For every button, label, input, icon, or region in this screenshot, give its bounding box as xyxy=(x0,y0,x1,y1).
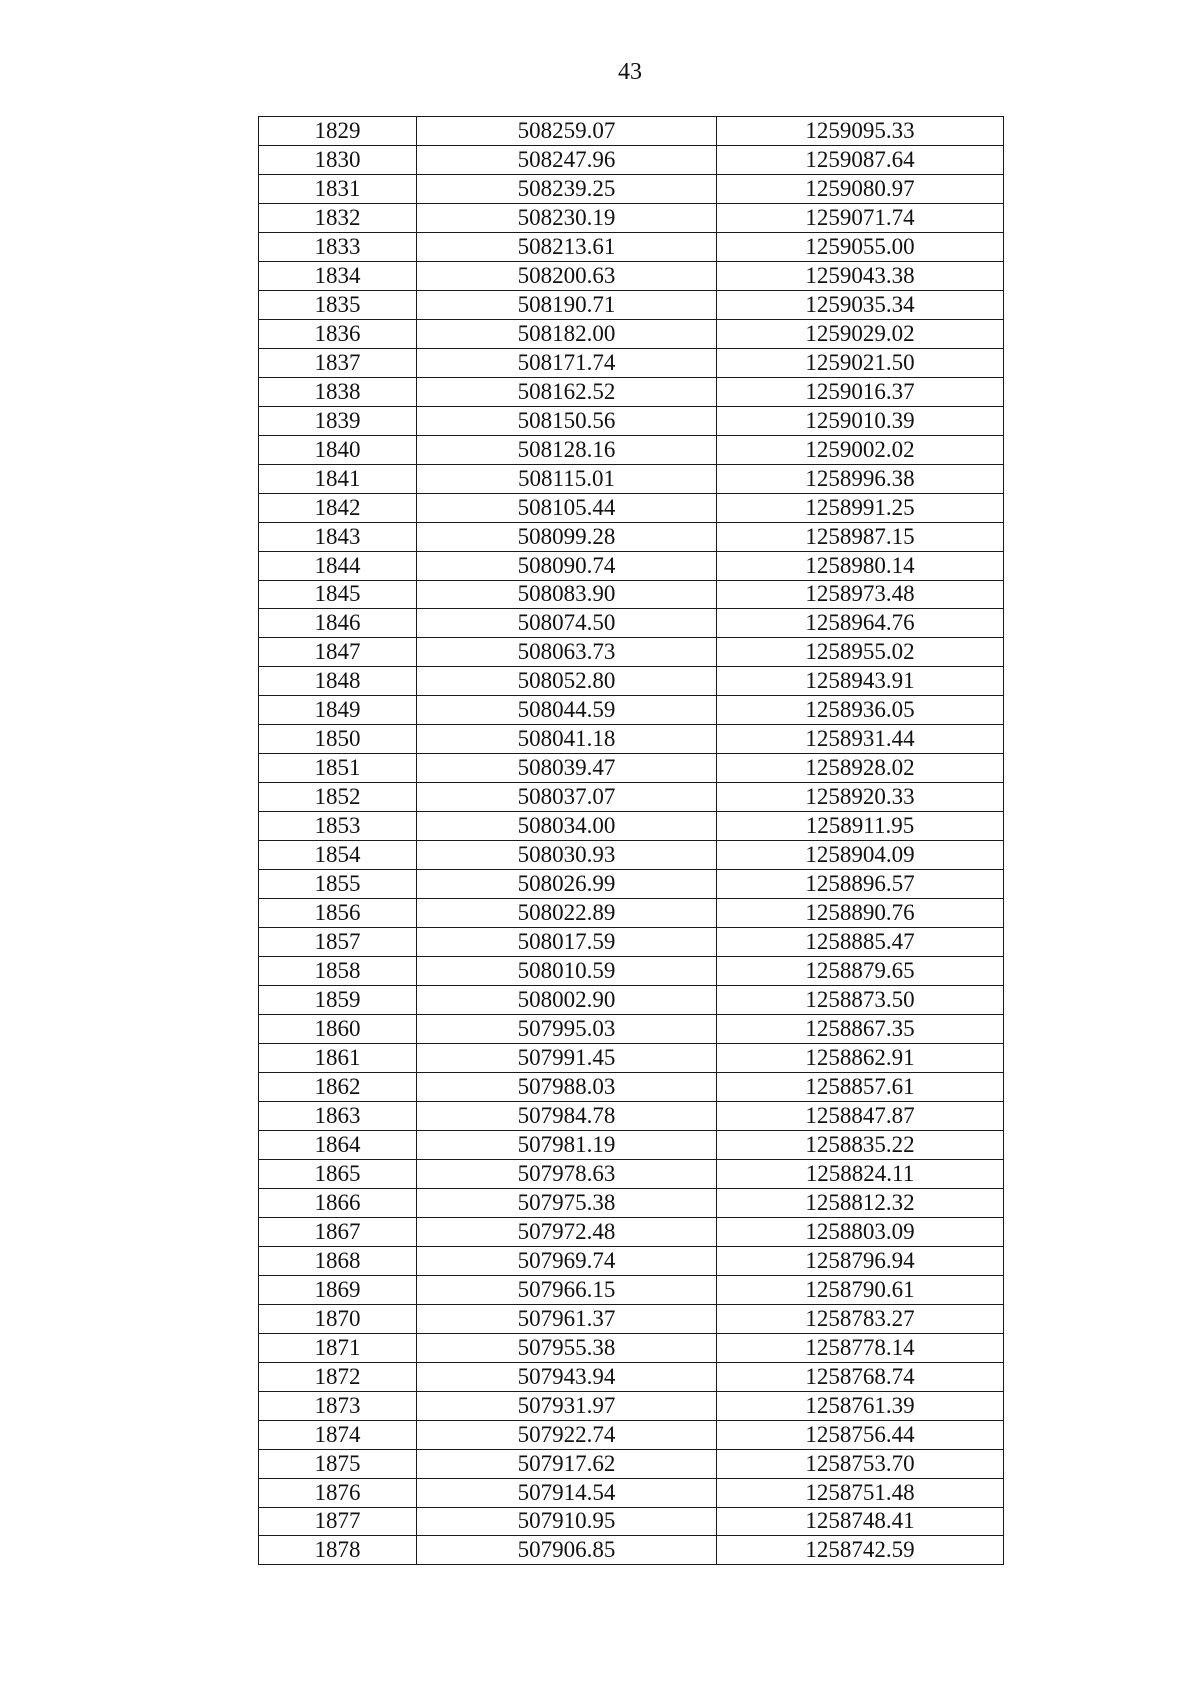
table-row xyxy=(259,117,1004,146)
point-number-cell: 1846 xyxy=(259,609,417,638)
x-coordinate-cell: 507943.94 xyxy=(417,1362,717,1391)
point-number-cell: 1838 xyxy=(259,377,417,406)
point-number-cell: 1870 xyxy=(259,1304,417,1333)
table-row xyxy=(259,348,1004,377)
point-number-cell: 1841 xyxy=(259,464,417,493)
table-row xyxy=(259,1101,1004,1130)
x-coordinate-cell: 508247.96 xyxy=(417,145,717,174)
point-number-cell: 1871 xyxy=(259,1333,417,1362)
y-coordinate-cell: 1258896.57 xyxy=(717,870,1004,899)
table-row xyxy=(259,783,1004,812)
table-body xyxy=(259,117,1004,1565)
point-number-cell: 1874 xyxy=(259,1420,417,1449)
x-coordinate-cell: 507991.45 xyxy=(417,1044,717,1073)
y-coordinate-cell: 1259021.50 xyxy=(717,348,1004,377)
point-number-cell: 1854 xyxy=(259,841,417,870)
y-coordinate-cell: 1259080.97 xyxy=(717,174,1004,203)
table-row xyxy=(259,580,1004,609)
x-coordinate-cell: 508083.90 xyxy=(417,580,717,609)
table-row xyxy=(259,1275,1004,1304)
y-coordinate-cell: 1258931.44 xyxy=(717,725,1004,754)
point-number-cell: 1864 xyxy=(259,1130,417,1159)
y-coordinate-cell: 1258928.02 xyxy=(717,754,1004,783)
x-coordinate-cell: 507969.74 xyxy=(417,1246,717,1275)
point-number-cell: 1836 xyxy=(259,319,417,348)
y-coordinate-cell: 1258862.91 xyxy=(717,1044,1004,1073)
table-row xyxy=(259,1217,1004,1246)
point-number-cell: 1845 xyxy=(259,580,417,609)
table-row xyxy=(259,522,1004,551)
x-coordinate-cell: 508022.89 xyxy=(417,899,717,928)
point-number-cell: 1857 xyxy=(259,928,417,957)
table-row xyxy=(259,261,1004,290)
point-number-cell: 1833 xyxy=(259,232,417,261)
x-coordinate-cell: 507978.63 xyxy=(417,1159,717,1188)
y-coordinate-cell: 1259010.39 xyxy=(717,406,1004,435)
table-row xyxy=(259,174,1004,203)
table-row xyxy=(259,1507,1004,1536)
x-coordinate-cell: 507961.37 xyxy=(417,1304,717,1333)
table-row xyxy=(259,812,1004,841)
y-coordinate-cell: 1259071.74 xyxy=(717,203,1004,232)
table-row xyxy=(259,493,1004,522)
table-row xyxy=(259,232,1004,261)
y-coordinate-cell: 1258991.25 xyxy=(717,493,1004,522)
point-number-cell: 1831 xyxy=(259,174,417,203)
table-row xyxy=(259,957,1004,986)
y-coordinate-cell: 1258751.48 xyxy=(717,1478,1004,1507)
y-coordinate-cell: 1258790.61 xyxy=(717,1275,1004,1304)
table-row xyxy=(259,464,1004,493)
x-coordinate-cell: 507981.19 xyxy=(417,1130,717,1159)
y-coordinate-cell: 1258873.50 xyxy=(717,986,1004,1015)
y-coordinate-cell: 1258778.14 xyxy=(717,1333,1004,1362)
point-number-cell: 1834 xyxy=(259,261,417,290)
y-coordinate-cell: 1258885.47 xyxy=(717,928,1004,957)
x-coordinate-cell: 508063.73 xyxy=(417,638,717,667)
y-coordinate-cell: 1258783.27 xyxy=(717,1304,1004,1333)
table-row xyxy=(259,1420,1004,1449)
point-number-cell: 1861 xyxy=(259,1044,417,1073)
x-coordinate-cell: 508115.01 xyxy=(417,464,717,493)
x-coordinate-cell: 508259.07 xyxy=(417,117,717,146)
x-coordinate-cell: 508026.99 xyxy=(417,870,717,899)
y-coordinate-cell: 1258748.41 xyxy=(717,1507,1004,1536)
y-coordinate-cell: 1258812.32 xyxy=(717,1188,1004,1217)
x-coordinate-cell: 508200.63 xyxy=(417,261,717,290)
table-row xyxy=(259,406,1004,435)
y-coordinate-cell: 1259087.64 xyxy=(717,145,1004,174)
y-coordinate-cell: 1258936.05 xyxy=(717,696,1004,725)
y-coordinate-cell: 1258761.39 xyxy=(717,1391,1004,1420)
point-number-cell: 1873 xyxy=(259,1391,417,1420)
x-coordinate-cell: 507988.03 xyxy=(417,1072,717,1101)
point-number-cell: 1842 xyxy=(259,493,417,522)
point-number-cell: 1855 xyxy=(259,870,417,899)
x-coordinate-cell: 508182.00 xyxy=(417,319,717,348)
table-row xyxy=(259,870,1004,899)
point-number-cell: 1843 xyxy=(259,522,417,551)
x-coordinate-cell: 508074.50 xyxy=(417,609,717,638)
y-coordinate-cell: 1258824.11 xyxy=(717,1159,1004,1188)
point-number-cell: 1853 xyxy=(259,812,417,841)
y-coordinate-cell: 1259035.34 xyxy=(717,290,1004,319)
table-row xyxy=(259,1536,1004,1565)
y-coordinate-cell: 1258796.94 xyxy=(717,1246,1004,1275)
point-number-cell: 1878 xyxy=(259,1536,417,1565)
x-coordinate-cell: 507966.15 xyxy=(417,1275,717,1304)
y-coordinate-cell: 1258768.74 xyxy=(717,1362,1004,1391)
point-number-cell: 1862 xyxy=(259,1072,417,1101)
y-coordinate-cell: 1258890.76 xyxy=(717,899,1004,928)
y-coordinate-cell: 1258857.61 xyxy=(717,1072,1004,1101)
point-number-cell: 1832 xyxy=(259,203,417,232)
point-number-cell: 1872 xyxy=(259,1362,417,1391)
table-row xyxy=(259,638,1004,667)
point-number-cell: 1876 xyxy=(259,1478,417,1507)
x-coordinate-cell: 508030.93 xyxy=(417,841,717,870)
point-number-cell: 1868 xyxy=(259,1246,417,1275)
x-coordinate-cell: 508017.59 xyxy=(417,928,717,957)
y-coordinate-cell: 1259002.02 xyxy=(717,435,1004,464)
point-number-cell: 1849 xyxy=(259,696,417,725)
table-row xyxy=(259,203,1004,232)
point-number-cell: 1867 xyxy=(259,1217,417,1246)
x-coordinate-cell: 508150.56 xyxy=(417,406,717,435)
point-number-cell: 1860 xyxy=(259,1015,417,1044)
y-coordinate-cell: 1258879.65 xyxy=(717,957,1004,986)
x-coordinate-cell: 508105.44 xyxy=(417,493,717,522)
table-row xyxy=(259,1188,1004,1217)
x-coordinate-cell: 508239.25 xyxy=(417,174,717,203)
table-row xyxy=(259,667,1004,696)
table-row xyxy=(259,377,1004,406)
coordinate-table xyxy=(258,116,1004,1565)
x-coordinate-cell: 507910.95 xyxy=(417,1507,717,1536)
x-coordinate-cell: 508052.80 xyxy=(417,667,717,696)
y-coordinate-cell: 1259095.33 xyxy=(717,117,1004,146)
y-coordinate-cell: 1258756.44 xyxy=(717,1420,1004,1449)
point-number-cell: 1865 xyxy=(259,1159,417,1188)
point-number-cell: 1858 xyxy=(259,957,417,986)
table-row xyxy=(259,609,1004,638)
table-row xyxy=(259,986,1004,1015)
x-coordinate-cell: 507914.54 xyxy=(417,1478,717,1507)
x-coordinate-cell: 508162.52 xyxy=(417,377,717,406)
x-coordinate-cell: 507922.74 xyxy=(417,1420,717,1449)
x-coordinate-cell: 508034.00 xyxy=(417,812,717,841)
y-coordinate-cell: 1258911.95 xyxy=(717,812,1004,841)
table-row xyxy=(259,1130,1004,1159)
y-coordinate-cell: 1258973.48 xyxy=(717,580,1004,609)
y-coordinate-cell: 1258847.87 xyxy=(717,1101,1004,1130)
x-coordinate-cell: 507906.85 xyxy=(417,1536,717,1565)
point-number-cell: 1850 xyxy=(259,725,417,754)
point-number-cell: 1866 xyxy=(259,1188,417,1217)
table-row xyxy=(259,1333,1004,1362)
y-coordinate-cell: 1258753.70 xyxy=(717,1449,1004,1478)
table-row xyxy=(259,319,1004,348)
y-coordinate-cell: 1258835.22 xyxy=(717,1130,1004,1159)
point-number-cell: 1859 xyxy=(259,986,417,1015)
y-coordinate-cell: 1259043.38 xyxy=(717,261,1004,290)
y-coordinate-cell: 1258943.91 xyxy=(717,667,1004,696)
y-coordinate-cell: 1259055.00 xyxy=(717,232,1004,261)
x-coordinate-cell: 508039.47 xyxy=(417,754,717,783)
point-number-cell: 1837 xyxy=(259,348,417,377)
x-coordinate-cell: 508171.74 xyxy=(417,348,717,377)
table-row xyxy=(259,1246,1004,1275)
point-number-cell: 1840 xyxy=(259,435,417,464)
point-number-cell: 1875 xyxy=(259,1449,417,1478)
x-coordinate-cell: 508044.59 xyxy=(417,696,717,725)
table-row xyxy=(259,1449,1004,1478)
y-coordinate-cell: 1259016.37 xyxy=(717,377,1004,406)
x-coordinate-cell: 508128.16 xyxy=(417,435,717,464)
x-coordinate-cell: 507972.48 xyxy=(417,1217,717,1246)
point-number-cell: 1839 xyxy=(259,406,417,435)
table-row xyxy=(259,1015,1004,1044)
table-row xyxy=(259,1391,1004,1420)
point-number-cell: 1829 xyxy=(259,117,417,146)
y-coordinate-cell: 1258742.59 xyxy=(717,1536,1004,1565)
x-coordinate-cell: 507931.97 xyxy=(417,1391,717,1420)
table-row xyxy=(259,551,1004,580)
y-coordinate-cell: 1259029.02 xyxy=(717,319,1004,348)
y-coordinate-cell: 1258920.33 xyxy=(717,783,1004,812)
y-coordinate-cell: 1258904.09 xyxy=(717,841,1004,870)
point-number-cell: 1877 xyxy=(259,1507,417,1536)
point-number-cell: 1848 xyxy=(259,667,417,696)
point-number-cell: 1851 xyxy=(259,754,417,783)
page-number: 43 xyxy=(618,59,642,85)
table-row xyxy=(259,1478,1004,1507)
y-coordinate-cell: 1258803.09 xyxy=(717,1217,1004,1246)
point-number-cell: 1852 xyxy=(259,783,417,812)
table-row xyxy=(259,1304,1004,1333)
table-row xyxy=(259,1159,1004,1188)
point-number-cell: 1869 xyxy=(259,1275,417,1304)
table-row xyxy=(259,1072,1004,1101)
point-number-cell: 1844 xyxy=(259,551,417,580)
point-number-cell: 1830 xyxy=(259,145,417,174)
y-coordinate-cell: 1258955.02 xyxy=(717,638,1004,667)
y-coordinate-cell: 1258867.35 xyxy=(717,1015,1004,1044)
table-row xyxy=(259,1362,1004,1391)
table-row xyxy=(259,696,1004,725)
x-coordinate-cell: 507917.62 xyxy=(417,1449,717,1478)
y-coordinate-cell: 1258980.14 xyxy=(717,551,1004,580)
table-row xyxy=(259,435,1004,464)
x-coordinate-cell: 508041.18 xyxy=(417,725,717,754)
table-row xyxy=(259,290,1004,319)
point-number-cell: 1847 xyxy=(259,638,417,667)
point-number-cell: 1856 xyxy=(259,899,417,928)
x-coordinate-cell: 508099.28 xyxy=(417,522,717,551)
y-coordinate-cell: 1258987.15 xyxy=(717,522,1004,551)
y-coordinate-cell: 1258996.38 xyxy=(717,464,1004,493)
table-row xyxy=(259,1044,1004,1073)
x-coordinate-cell: 508230.19 xyxy=(417,203,717,232)
point-number-cell: 1835 xyxy=(259,290,417,319)
x-coordinate-cell: 507995.03 xyxy=(417,1015,717,1044)
x-coordinate-cell: 508190.71 xyxy=(417,290,717,319)
x-coordinate-cell: 508002.90 xyxy=(417,986,717,1015)
x-coordinate-cell: 508213.61 xyxy=(417,232,717,261)
x-coordinate-cell: 507955.38 xyxy=(417,1333,717,1362)
point-number-cell: 1863 xyxy=(259,1101,417,1130)
x-coordinate-cell: 507975.38 xyxy=(417,1188,717,1217)
x-coordinate-cell: 508010.59 xyxy=(417,957,717,986)
table-row xyxy=(259,754,1004,783)
table-row xyxy=(259,928,1004,957)
table-row xyxy=(259,145,1004,174)
table-row xyxy=(259,841,1004,870)
x-coordinate-cell: 507984.78 xyxy=(417,1101,717,1130)
table-row xyxy=(259,899,1004,928)
x-coordinate-cell: 508037.07 xyxy=(417,783,717,812)
x-coordinate-cell: 508090.74 xyxy=(417,551,717,580)
y-coordinate-cell: 1258964.76 xyxy=(717,609,1004,638)
table-row xyxy=(259,725,1004,754)
